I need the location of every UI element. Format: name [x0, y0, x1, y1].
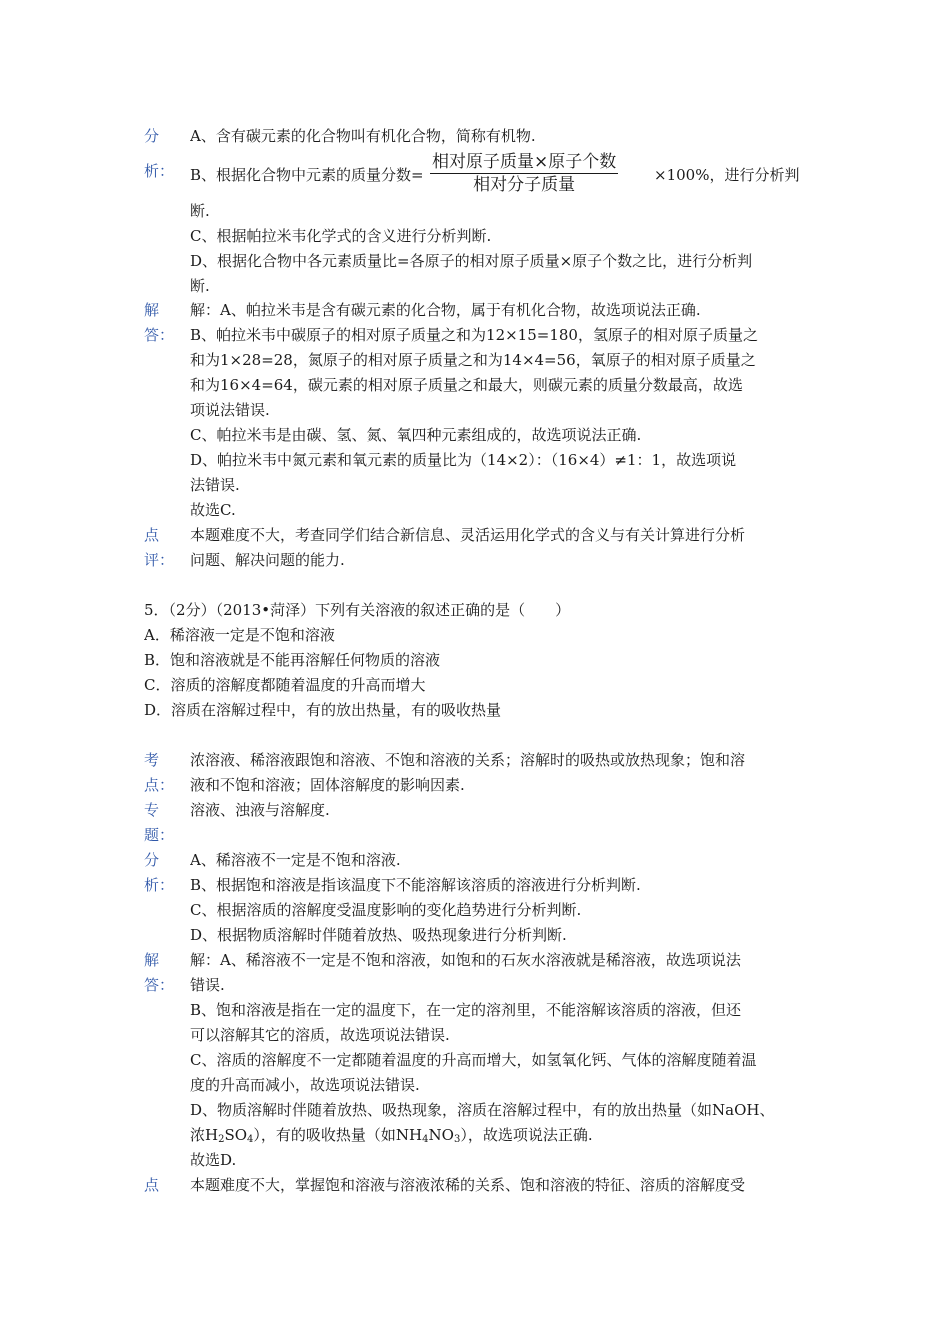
option-a: A．稀溶液一定是不饱和溶液: [144, 626, 335, 644]
answer-text: 解：A、帕拉米韦是含有碳元素的化合物，属于有机化合物，故选项说法正确. B、帕拉米韦中碳原子的相对原子质量之和为12×15=180，氢原子的相对原子质量之 和为1×28=28，氮原子的相对原子质量之和为14×4=56，氧原子的相对原子质量之 和为16×4=64，碳元素的相对原子质量之和最大，则碳元素的质量分数最高，故选 项说法错误. C、帕拉米韦是由碳、氢、氮、氧四种元素组成的，故选项说法正确. D、帕拉米韦中氮元素和氧元素的质量比为（14×2）：（16×4）≠1：1，故选项说 法错误. 故选C.: [190, 301, 758, 519]
kaodian-text: 浓溶液、稀溶液跟饱和溶液、不饱和溶液的关系；溶解时的吸热或放热现象；饱和溶 液和不饱和溶液；固体溶解度的影响因素.: [190, 751, 746, 794]
option-c: C．溶质的溶解度都随着温度的升高而增大: [144, 676, 426, 694]
option-d: D．溶质在溶解过程中，有的放出热量，有的吸收热量: [144, 701, 502, 719]
mass-fraction-formula: B、根据化合物中元素的质量分数= 相对原子质量×原子个数 相对分子质量 ×100%，进行分析判: [190, 152, 800, 195]
analysis-label-2: 分 析：: [144, 851, 175, 894]
comment-text: 本题难度不大，考查同学们结合新信息、灵活运用化学式的含义与有关计算进行分析 问题、解决问题的能力.: [190, 526, 746, 569]
answer-label-2: 解 答：: [144, 951, 175, 994]
fraction: 相对原子质量×原子个数 相对分子质量: [432, 152, 617, 195]
analysis-label: 分 析：: [144, 127, 175, 180]
analysis-text-2: A、稀溶液不一定是不饱和溶液. B、根据饱和溶液是指该温度下不能溶解该溶质的溶液进行分析判断. C、根据溶质的溶解度受温度影响的变化趋势进行分析判断. D、根据物质溶解时伴随着放热、吸热现象进行分析判断.: [190, 851, 641, 944]
comment-text-2: 本题难度不大，掌握饱和溶液与溶液浓稀的关系、饱和溶液的特征、溶质的溶解度受: [190, 1176, 746, 1194]
option-b: B．饱和溶液就是不能再溶解任何物质的溶液: [144, 651, 441, 669]
answer-label: 解 答：: [144, 301, 175, 344]
question-stem: 5．（2分）（2013•菏泽）下列有关溶液的叙述正确的是（ ）: [144, 601, 571, 619]
zhuanti-label: 专 题：: [144, 801, 175, 844]
answer-line-chem-formulas: 浓$H_2SO_4$），有的吸收热量（如$NH_4NO_3$），故选项说法正确.: [190, 1126, 593, 1145]
comment-label-2: 点: [144, 1176, 160, 1194]
question-5: [144, 598, 824, 723]
kaodian-label: 考 点：: [144, 751, 175, 794]
comment-label: 点 评：: [144, 526, 175, 569]
answer-text-2: 解：A、稀溶液不一定是不饱和溶液，如饱和的石灰水溶液就是稀溶液，故选项说法 错误. B、饱和溶液是指在一定的温度下，在一定的溶剂里，不能溶解该溶质的溶液，但还 可以溶解其它的溶质，故选项说法错误. C、溶质的溶解度不一定都随着温度的升高而增大，如氢氧化钙、气体的溶解度随着温 度的升高而减小，故选项说法错误. D、物质溶解时伴随着放热、吸热现象，溶质在溶解过程中，有的放出热量（如NaOH、 浓$H_2SO_4$），有的吸收热量（如$NH_4NO_3$），故选项说法正确. 故选D.: [190, 948, 822, 1173]
zhuanti-text: 溶液、浊液与溶解度.: [190, 801, 330, 819]
analysis-text: A、含有碳元素的化合物叫有机化合物，简称有机物. B、根据化合物中元素的质量分数= 相对原子质量×原子个数 相对分子质量 ×100%，进行分析判 断. C、根据帕拉米韦化学式的含义进行分析判断. D、根据化合物中各元素质量比=各原子的相对原子质量×原子个数之比，进行分析判 断.: [190, 124, 822, 299]
